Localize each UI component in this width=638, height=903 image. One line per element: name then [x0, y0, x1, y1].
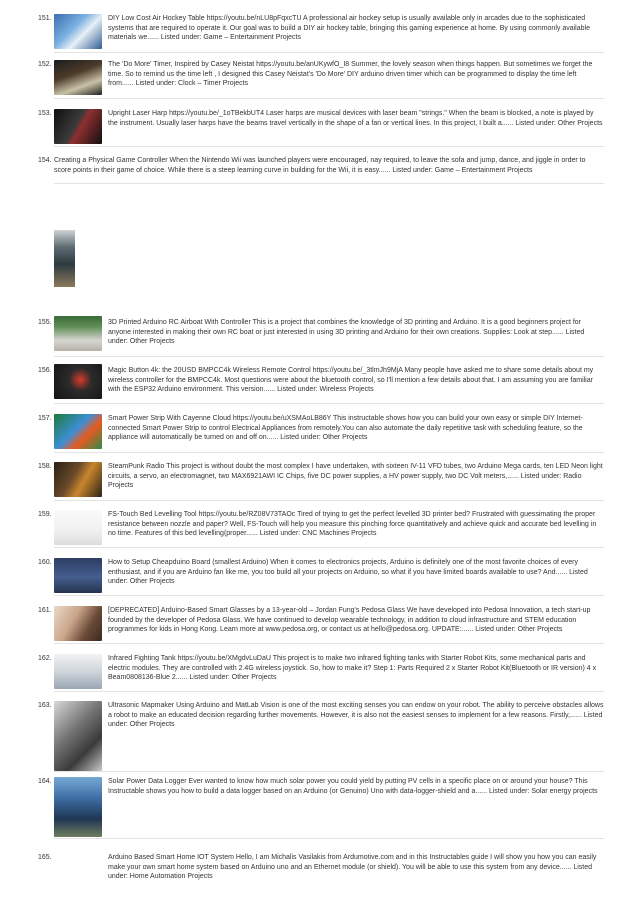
- divider: [54, 547, 604, 548]
- divider: [54, 838, 604, 839]
- thumbnail-image[interactable]: [54, 230, 75, 287]
- entry-description: Infrared Fighting Tank https://youtu.be/XMgdvLuDaU This project is to make two infrared fighting tanks with Starter Robot Kits, some mechanical parts and electric modules. They are controlled with 2.4G wireless joystick. So, how to make it? Step 1: Parts Required 2 x Starter Robot Kit(Bluetooth or IR version) 4 x Beam0808136-Blue 2...... Listed under: Other Projects: [108, 655, 597, 682]
- entry-number: 165.: [38, 854, 52, 861]
- entry-number: 161.: [38, 607, 52, 614]
- thumbnail-image[interactable]: [54, 414, 102, 449]
- entry-number: 157.: [38, 415, 52, 422]
- entry-number: 154.: [38, 157, 52, 164]
- entry-description: How to Setup Cheapduino Board (smallest Arduino) When it comes to electronics projects, Arduino is definitely one of the most favorite choices of every enthusiast, and if you are Arduino fan like me, you too build all your projects on Arduino, so what if you have limited boards available to use? And...... Listed under: Other Projects: [108, 559, 588, 586]
- entry-description: 3D Printed Arduino RC Airboat With Controller This is a project that combines the knowledge of 3D printing and Arduino. It is a good beginners project for anyone interested in making their own RC boat or just interested in using 3D printing and Arduino for their own creations. Supplies: Look at step...... Listed under: Other Projects: [108, 319, 585, 346]
- thumbnail-image[interactable]: [54, 316, 102, 351]
- divider: [54, 643, 604, 644]
- entry-description: Arduino Based Smart Home IOT System Hello, I am Michalis Vasilakis from Ardumotive.com and in this Instructables guide I will show you how you can easily make your own smart home system based on Arduino uno and an Ethernet module (or shield). You will be able to use this system from any device...... Listed under: Home Automation Projects: [108, 854, 597, 881]
- entry-description: [DEPRECATED] Arduino-Based Smart Glasses by a 13-year-old – Jordan Fung's Pedosa Glass We have developed into Pedosa Innovation, a tech start-up founded by the developer of Pedosa Glass. We have continued to develop wearable technology, in addition to cloud infrastructure and STEM education programmes for kids in Hong Kong. Learn more at www.pedosa.org, or contact us at hello@pedosa.org. UPDATE:...... Listed under: Other Projects: [108, 607, 591, 634]
- entry-number: 162.: [38, 655, 52, 662]
- entry-description: Creating a Physical Game Controller When the Nintendo Wii was launched players were encouraged, nay required, to leave the sofa and jump, dance, and jiggle in order to score points in their game of choice. While there is a steep learning curve in building for the Wii, it is easy...... Listed under: Game – Entertainment Projects: [54, 157, 586, 174]
- entry-number: 164.: [38, 778, 52, 785]
- entry-description: Smart Power Strip With Cayenne Cloud https://youtu.be/uXSMAoLB86Y This instructable shows how you can build your own easy or simple DIY Internet-connected Smart Power Strip to control Electrical Appliances from remotely.You can also automate the daily repetitive task with scheduling feature, so the appliance will automatically be turned on and off on...... Listed under: Other Projects: [108, 415, 583, 442]
- divider: [54, 771, 604, 772]
- divider: [54, 595, 604, 596]
- entry-description: The 'Do More' Timer, Inspired by Casey Neistat https://youtu.be/anUKywfO_I8 Summer, the lovely season when things happen. But sometimes we forget the time. So to remind us the time left , I designed this Casey Neistat's 'Do More' DIY arduino driven timer which can be programmed to display the time left from...... Listed under: Clock – Timer Projects: [108, 61, 593, 88]
- thumbnail-image[interactable]: [54, 558, 102, 593]
- thumbnail-image[interactable]: [54, 777, 102, 837]
- entry-description: Ultrasonic Mapmaker Using Arduino and MatLab Vision is one of the most exciting senses you can endow on your robot. The ability to perceive obstacles allows a robot to make an educated decision regarding further movements. However, it is also not the easiest senses to implement for a few reasons. Firstly,...... Listed under: Other Projects: [108, 702, 604, 729]
- entry-number: 156.: [38, 367, 52, 374]
- entry-description: DIY Low Cost Air Hockey Table https://youtu.be/nLU8pFqxcTU A professional air hockey setup is usually available only in arcades due to the sophisticated systems that are required to operate it. Our goal was to build a DIY air hockey table, bringing this gaming experience at home. By using commonly available materials we...... Listed under: Game – Entertainment Projects: [108, 15, 590, 42]
- entry-number: 158.: [38, 463, 52, 470]
- entry-description: Upright Laser Harp https://youtu.be/_1oTBekbUT4 Laser harps are musical devices with laser beam "strings." When the beam is blocked, a note is played by the instrument. Usually laser harps have the beams travel vertically in the shape of a fan or vertical lines. In this project, I built a...... Listed under: Other Projects: [108, 110, 603, 127]
- divider: [54, 452, 604, 453]
- thumbnail-image[interactable]: [54, 14, 102, 49]
- thumbnail-image[interactable]: [54, 701, 102, 771]
- divider: [54, 52, 604, 53]
- divider: [54, 500, 604, 501]
- thumbnail-image[interactable]: [54, 510, 102, 545]
- entry-number: 152.: [38, 61, 52, 68]
- divider: [54, 98, 604, 99]
- entry-description: Solar Power Data Logger Ever wanted to know how much solar power you could yield by putting PV cells in a specific place on or around your house? This Instructable shows you how to build a data logger based on an Arduino (or Genuino) Uno with data-logger-shield and a...... Listed under: Solar energy projects: [108, 778, 598, 795]
- divider: [54, 183, 604, 184]
- divider: [54, 356, 604, 357]
- entry-number: 153.: [38, 110, 52, 117]
- entry-number: 160.: [38, 559, 52, 566]
- divider: [54, 146, 604, 147]
- thumbnail-image[interactable]: [54, 109, 102, 144]
- thumbnail-image[interactable]: [54, 654, 102, 689]
- entry-description: Magic Button 4k: the 20USD BMPCC4k Wireless Remote Control https://youtu.be/_3tlmJh9MjA Many people have asked me to share some details about my wireless controller for the BMPCC4k. Most questions were about the bluetooth control, so I'll mention a few details about that. I am assuming you are familiar with the ESP32 Arduino environment. This version...... Listed under: Wireless Projects: [108, 367, 594, 394]
- divider: [54, 403, 604, 404]
- thumbnail-image[interactable]: [54, 606, 102, 641]
- entry-number: 163.: [38, 702, 52, 709]
- thumbnail-image[interactable]: [54, 60, 102, 95]
- entry-number: 159.: [38, 511, 52, 518]
- entry-number: 151.: [38, 15, 52, 22]
- entry-description: FS-Touch Bed Levelling Tool https://youtu.be/RZ08V73TAOc Tired of trying to get the perfect levelled 3D printer bed? Frustrated with guessimating the proper resistance between nozzle and paper? Well, FS-Touch will help you measure this pinching force quantitatively and achieve quick and accurate bed levelling in no time. Features of this bed levelling(proper...... Listed under: CNC Machines Projects: [108, 511, 597, 538]
- entry-description: SteamPunk Radio This project is without doubt the most complex I have undertaken, with sixteen IV-11 VFD tubes, two Arduino Mega cards, ten LED Neon light circuits, a servo, an electromagnet, two MAX6921AWI IC Chips, five DC power supplies, a HV power supply, two DC Volt meters,...... Listed under: Radio Projects: [108, 463, 603, 490]
- thumbnail-image[interactable]: [54, 364, 102, 399]
- thumbnail-image[interactable]: [54, 462, 102, 497]
- divider: [54, 691, 604, 692]
- entry-number: 155.: [38, 319, 52, 326]
